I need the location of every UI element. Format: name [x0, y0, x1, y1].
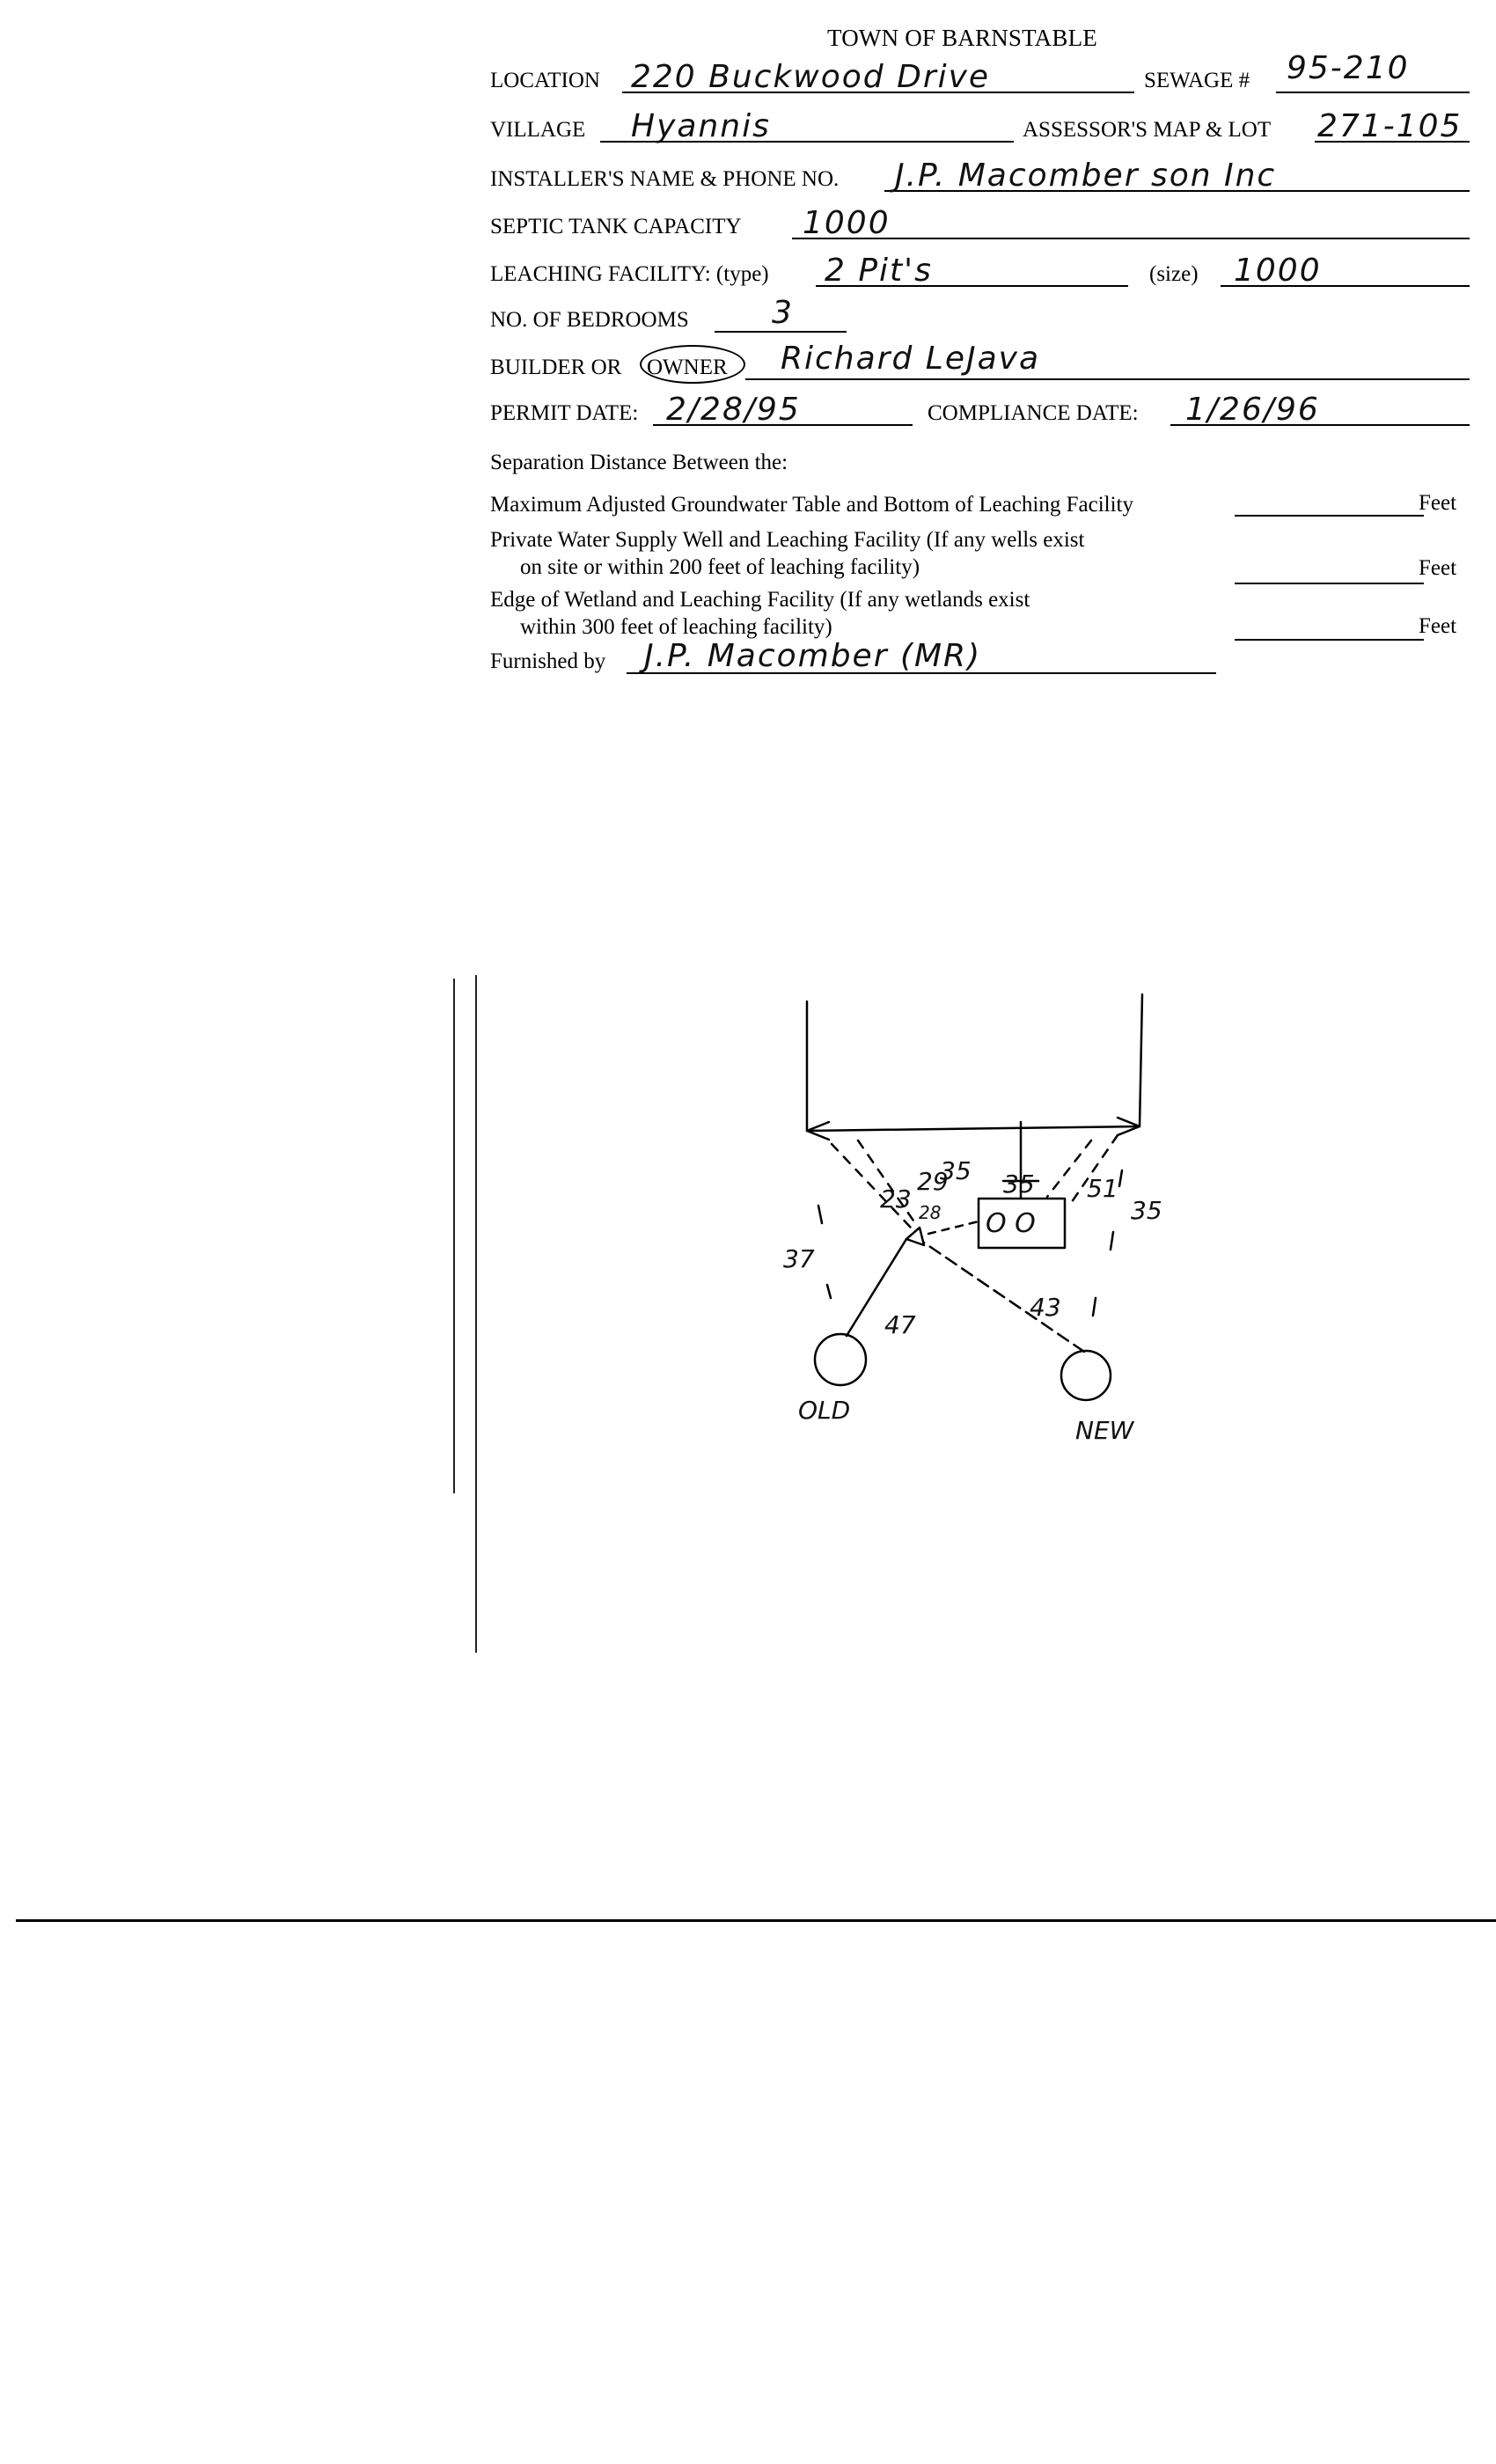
location-label: LOCATION: [490, 69, 600, 92]
village-value: Hyannis: [631, 108, 771, 144]
leaching-type-label: LEACHING FACILITY: (type): [490, 262, 769, 286]
tie-line-4: [1047, 1140, 1091, 1197]
sketch-label-29: 29: [917, 1167, 949, 1196]
separation-item-subtext: within 300 feet of leaching facility): [520, 615, 832, 639]
sketch-label-23: 23: [880, 1184, 912, 1214]
tie-line-tank: [928, 1221, 979, 1234]
compliance-date-value: 1/26/96: [1185, 392, 1320, 428]
builder-label: BUILDER OR: [490, 356, 622, 379]
water-well-feet-unit: Feet: [1419, 556, 1457, 580]
builder-value: Richard LeJava: [781, 341, 1041, 377]
sketch-label-35b: 35: [1003, 1170, 1035, 1199]
sewage-label: SEWAGE #: [1144, 69, 1250, 92]
new-pit-circle: [1061, 1351, 1111, 1400]
mark-5: [1093, 1298, 1096, 1316]
sketch-label-35a: 35: [940, 1156, 972, 1185]
sketch-label-37: 37: [783, 1244, 815, 1273]
separation-item-text: Maximum Adjusted Groundwater Table and Bottom of Leaching Facility: [490, 493, 1133, 517]
new-pit-label: NEW: [1075, 1416, 1134, 1445]
furnished-signature: J.P. Macomber (MR): [644, 638, 982, 674]
assessor-value: 271-105: [1317, 108, 1463, 144]
installer-label: INSTALLER'S NAME & PHONE NO.: [490, 167, 840, 191]
permit-date-label: PERMIT DATE:: [490, 401, 639, 425]
house-outline: [807, 994, 1142, 1131]
village-label: VILLAGE: [490, 118, 586, 142]
permit-date-value: 2/28/95: [666, 392, 801, 428]
old-pit-circle: [815, 1334, 866, 1385]
sketch-label-47: 47: [884, 1310, 916, 1339]
furnished-label: Furnished by: [490, 649, 606, 673]
leaching-size-value: 1000: [1234, 253, 1322, 289]
owner-label: OWNER: [647, 356, 728, 379]
septic-tank-label: O O: [986, 1208, 1036, 1239]
mark-1: [818, 1206, 822, 1223]
sketch-label-43: 43: [1030, 1293, 1061, 1322]
leaching-type-value: 2 Pit's: [825, 253, 933, 289]
mark-3: [1111, 1232, 1113, 1250]
bedrooms-label: NO. OF BEDROOMS: [490, 308, 689, 332]
groundwater-feet-unit: Feet: [1419, 491, 1457, 515]
wetland-feet-unit: Feet: [1419, 614, 1457, 638]
mark-4: [1119, 1170, 1122, 1186]
installer-value: J.P. Macomber son Inc: [895, 158, 1277, 194]
separation-item-subtext: on site or within 200 feet of leaching facility): [520, 555, 920, 579]
mark-2: [827, 1285, 831, 1298]
sewage-value: 95-210: [1287, 50, 1410, 86]
bedrooms-value: 3: [772, 295, 794, 331]
compliance-date-label: COMPLIANCE DATE:: [928, 401, 1139, 425]
separation-heading: Separation Distance Between the:: [490, 451, 788, 474]
reference-point: [906, 1228, 924, 1245]
septic-tank-label: SEPTIC TANK CAPACITY: [490, 215, 742, 238]
separation-item-text: Edge of Wetland and Leaching Facility (If any wetlands exist: [490, 588, 1030, 612]
sketch-label-35c: 35: [1131, 1196, 1162, 1225]
leaching-size-label: (size): [1149, 262, 1199, 286]
sketch-label-28: 28: [919, 1202, 942, 1223]
location-value: 220 Buckwood Drive: [631, 59, 991, 95]
separation-item-text: Private Water Supply Well and Leaching Facility (If any wells exist: [490, 528, 1085, 552]
form-title: TOWN OF BARNSTABLE: [827, 25, 1097, 51]
sketch-label-51: 51: [1087, 1174, 1118, 1203]
page-bottom-rule: [16, 1919, 1496, 1922]
old-pit-label: OLD: [798, 1396, 851, 1425]
septic-tank-value: 1000: [803, 205, 891, 241]
assessor-label: ASSESSOR'S MAP & LOT: [1023, 118, 1272, 142]
